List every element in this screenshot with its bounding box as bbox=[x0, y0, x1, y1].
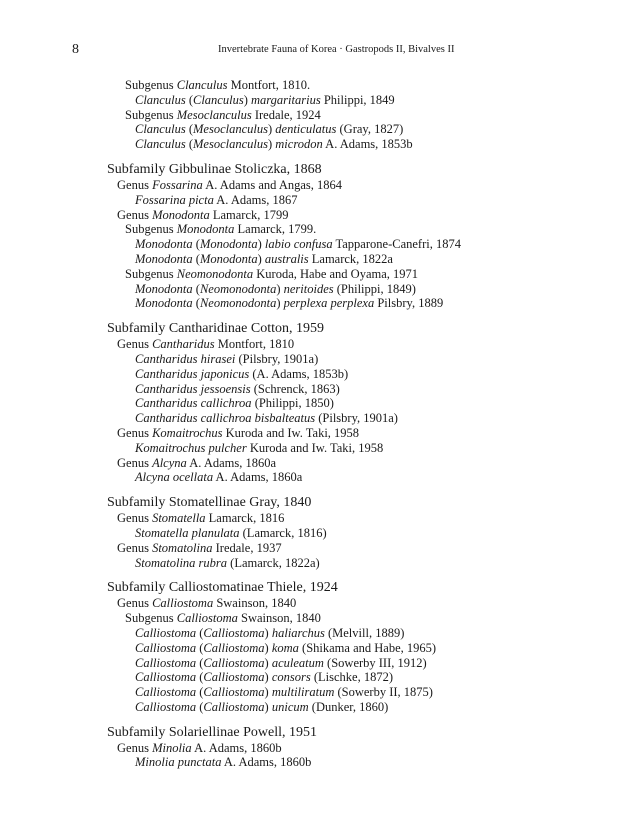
taxon-name: Cantharidus japonicus bbox=[135, 366, 250, 381]
taxon-name: Monodonta bbox=[135, 237, 193, 252]
entry-text: ) bbox=[276, 296, 284, 311]
entry-text: Iredale, 1937 bbox=[212, 540, 282, 555]
taxon-name: Clanculus bbox=[193, 92, 244, 107]
taxon-name: haliarchus bbox=[271, 625, 325, 640]
taxon-name: Komaitrochus bbox=[152, 425, 223, 440]
entry-text: Pilsbry, 1889 bbox=[374, 296, 444, 311]
entry-text: (Philippi, 1850) bbox=[251, 396, 334, 411]
entry-text: (Schrenck, 1863) bbox=[250, 381, 340, 396]
taxon-name: Clanculus bbox=[135, 122, 186, 137]
taxon-name: microdon bbox=[275, 137, 323, 152]
taxon-name: Calliostoma bbox=[135, 685, 197, 700]
subgenus-entry bbox=[125, 267, 607, 282]
genus-entry bbox=[117, 741, 607, 756]
entry-text: Genus bbox=[117, 511, 153, 526]
genus-entry bbox=[117, 596, 607, 611]
entry-text: ) bbox=[264, 640, 272, 655]
taxonomy-list bbox=[107, 78, 607, 770]
taxon-name: Calliostoma bbox=[135, 625, 197, 640]
entry-text: Subfamily Gibbulinae Stoliczka, 1868 bbox=[107, 161, 322, 177]
taxon-name: Stomatolina rubra bbox=[135, 555, 228, 570]
entry-text: ) bbox=[264, 670, 272, 685]
taxon-name: Minolia bbox=[152, 740, 192, 755]
taxon-name: multiliratum bbox=[271, 685, 335, 700]
taxon-name: Calliostoma bbox=[176, 611, 238, 626]
taxon-name: Monodonta bbox=[176, 222, 235, 237]
subgenus-entry bbox=[125, 78, 607, 93]
entry-text: (Sowerby II, 1875) bbox=[334, 685, 433, 700]
entry-text: ) bbox=[257, 237, 265, 252]
taxon-name: labio confusa bbox=[264, 237, 333, 252]
entry-text: ( bbox=[192, 251, 200, 266]
entry-text: Tapparone-Canefri, 1874 bbox=[332, 237, 461, 252]
genus-entry bbox=[117, 541, 607, 556]
entry-text: Kuroda, Habe and Oyama, 1971 bbox=[253, 266, 419, 281]
entry-text: Subgenus bbox=[125, 78, 177, 92]
entry-text: (Pilsbry, 1901a) bbox=[315, 411, 398, 426]
genus-entry bbox=[117, 208, 607, 223]
species-entry bbox=[135, 470, 607, 485]
entry-text: A. Adams, 1860a bbox=[213, 470, 303, 485]
taxon-name: Calliostoma bbox=[135, 640, 197, 655]
entry-text: ( bbox=[196, 655, 204, 670]
entry-text: Subfamily Stomatellinae Gray, 1840 bbox=[107, 495, 312, 511]
entry-text: (Melvill, 1889) bbox=[324, 625, 405, 640]
taxon-name: Clanculus bbox=[176, 78, 228, 92]
entry-text: Subfamily Cantharidinae Cotton, 1959 bbox=[107, 321, 324, 337]
subgenus-entry bbox=[125, 222, 607, 237]
subfamily-entry bbox=[107, 494, 607, 511]
species-entry bbox=[135, 352, 607, 367]
taxon-name: Stomatella planulata bbox=[135, 525, 240, 540]
entry-text: A. Adams, 1853b bbox=[322, 137, 413, 152]
taxon-name: Neomonodonta bbox=[176, 266, 254, 281]
taxon-name: unicum bbox=[271, 699, 309, 714]
genus-entry bbox=[117, 426, 607, 441]
entry-text: Lamarck, 1816 bbox=[205, 511, 285, 526]
species-entry bbox=[135, 670, 607, 685]
taxon-name: Calliostoma bbox=[152, 596, 214, 611]
taxon-name: Calliostoma bbox=[203, 640, 265, 655]
entry-text: (Dunker, 1860) bbox=[308, 699, 389, 714]
entry-text: ) bbox=[264, 655, 272, 670]
entry-text: Lamarck, 1822a bbox=[308, 251, 393, 266]
taxon-name: consors bbox=[271, 670, 311, 685]
entry-text: Genus bbox=[117, 177, 153, 192]
taxon-name: Fossarina bbox=[152, 177, 203, 192]
entry-text: Subgenus bbox=[125, 222, 177, 237]
entry-text: Subgenus bbox=[125, 611, 177, 626]
entry-text: Genus bbox=[117, 455, 153, 470]
taxon-name: Calliostoma bbox=[203, 670, 265, 685]
entry-text: (Sowerby III, 1912) bbox=[323, 655, 427, 670]
taxon-name: Calliostoma bbox=[135, 655, 197, 670]
subgenus-entry bbox=[125, 611, 607, 626]
entry-text: Genus bbox=[117, 425, 153, 440]
genus-entry bbox=[117, 456, 607, 471]
genus-entry bbox=[117, 178, 607, 193]
entry-text: Genus bbox=[117, 337, 153, 352]
subfamily-entry bbox=[107, 161, 607, 178]
entry-text: Subgenus bbox=[125, 107, 177, 122]
taxon-name: Mesoclanculus bbox=[193, 137, 268, 152]
entry-text: Kuroda and Iw. Taki, 1958 bbox=[246, 440, 384, 455]
entry-text: ) bbox=[276, 281, 284, 296]
species-entry bbox=[135, 441, 607, 456]
entry-text: Lamarck, 1799. bbox=[234, 222, 317, 237]
species-entry bbox=[135, 556, 607, 571]
taxon-name: neritoides bbox=[283, 281, 334, 296]
entry-text: A. Adams, 1867 bbox=[213, 192, 298, 207]
entry-text: A. Adams and Angas, 1864 bbox=[202, 177, 343, 192]
taxon-name: Neomonodonta bbox=[199, 296, 277, 311]
entry-text: ) bbox=[264, 699, 272, 714]
entry-text: ( bbox=[196, 670, 204, 685]
taxon-name: Cantharidus bbox=[152, 337, 215, 352]
taxon-name: Calliostoma bbox=[135, 670, 197, 685]
taxon-name: Monodonta bbox=[199, 237, 258, 252]
taxon-name: Cantharidus callichroa bbox=[135, 396, 252, 411]
entry-text: Genus bbox=[117, 207, 153, 222]
entry-text: ) bbox=[257, 251, 265, 266]
entry-text: A. Adams, 1860b bbox=[191, 740, 282, 755]
species-entry bbox=[135, 137, 607, 152]
entry-text: ( bbox=[185, 92, 193, 107]
entry-text: A. Adams, 1860b bbox=[221, 755, 312, 770]
species-entry bbox=[135, 282, 607, 297]
taxon-name: Cantharidus callichroa bisbalteatus bbox=[135, 411, 316, 426]
taxon-name: Cantharidus hirasei bbox=[135, 351, 236, 366]
taxon-name: aculeatum bbox=[271, 655, 324, 670]
entry-text: Genus bbox=[117, 740, 153, 755]
entry-text: (Pilsbry, 1901a) bbox=[235, 351, 319, 366]
subfamily-entry bbox=[107, 724, 607, 741]
entry-text: Kuroda and Iw. Taki, 1958 bbox=[222, 425, 360, 440]
taxon-name: Calliostoma bbox=[203, 625, 265, 640]
entry-text: Genus bbox=[117, 596, 153, 611]
entry-text: ( bbox=[192, 281, 200, 296]
taxon-name: Monodonta bbox=[199, 251, 258, 266]
entry-text: Swainson, 1840 bbox=[237, 611, 321, 626]
entry-text: ( bbox=[196, 699, 204, 714]
entry-text: ( bbox=[196, 625, 204, 640]
species-entry bbox=[135, 296, 607, 311]
taxon-name: Stomatolina bbox=[152, 540, 213, 555]
running-header: Invertebrate Fauna of Korea · Gastropods II, Bivalves II bbox=[218, 44, 455, 55]
taxon-name: Mesoclanculus bbox=[176, 107, 252, 122]
taxon-name: Calliostoma bbox=[203, 685, 265, 700]
taxon-name: Komaitrochus pulcher bbox=[135, 440, 247, 455]
species-entry bbox=[135, 656, 607, 671]
entry-text: ( bbox=[196, 685, 204, 700]
taxon-name: Clanculus bbox=[135, 137, 186, 152]
taxon-name: Minolia punctata bbox=[135, 755, 222, 770]
taxon-name: Calliostoma bbox=[203, 655, 265, 670]
species-entry bbox=[135, 396, 607, 411]
species-entry bbox=[135, 626, 607, 641]
species-entry bbox=[135, 526, 607, 541]
entry-text: ( bbox=[196, 640, 204, 655]
entry-text: ) bbox=[267, 122, 276, 137]
entry-text: ( bbox=[185, 137, 193, 152]
taxon-name: Alcyna ocellata bbox=[135, 470, 214, 485]
subgenus-entry bbox=[125, 108, 607, 123]
entry-text: Subfamily Calliostomatinae Thiele, 1924 bbox=[107, 580, 338, 596]
genus-entry bbox=[117, 511, 607, 526]
entry-text: (Philippi, 1849) bbox=[333, 281, 416, 296]
species-entry bbox=[135, 193, 607, 208]
taxon-name: Monodonta bbox=[152, 207, 210, 222]
entry-text: Montfort, 1810. bbox=[227, 78, 311, 92]
taxon-name: Alcyna bbox=[152, 455, 187, 470]
entry-text: (Shikama and Habe, 1965) bbox=[298, 640, 437, 655]
species-entry bbox=[135, 700, 607, 715]
entry-text: Philippi, 1849 bbox=[320, 92, 395, 107]
entry-text: Iredale, 1924 bbox=[251, 107, 321, 122]
species-entry bbox=[135, 122, 607, 137]
genus-entry bbox=[117, 337, 607, 352]
entry-text: ) bbox=[267, 137, 276, 152]
taxon-name: Mesoclanculus bbox=[193, 122, 268, 137]
taxon-name: denticulatus bbox=[275, 122, 337, 137]
entry-text: Lamarck, 1799 bbox=[209, 207, 289, 222]
species-entry bbox=[135, 685, 607, 700]
species-entry bbox=[135, 755, 607, 770]
entry-text: Montfort, 1810 bbox=[214, 337, 295, 352]
subfamily-entry bbox=[107, 320, 607, 337]
page-number: 8 bbox=[72, 42, 79, 57]
species-entry bbox=[135, 411, 607, 426]
taxon-name: Calliostoma bbox=[203, 699, 265, 714]
subfamily-entry bbox=[107, 579, 607, 596]
entry-text: A. Adams, 1860a bbox=[186, 455, 277, 470]
entry-text: (Lischke, 1872) bbox=[310, 670, 394, 685]
entry-text: ) bbox=[264, 685, 272, 700]
taxon-name: Neomonodonta bbox=[199, 281, 277, 296]
taxon-name: Clanculus bbox=[135, 92, 186, 107]
taxon-name: Fossarina picta bbox=[135, 192, 214, 207]
entry-text: (Lamarck, 1822a) bbox=[227, 555, 320, 570]
taxon-name: Monodonta bbox=[135, 251, 193, 266]
entry-text: (Lamarck, 1816) bbox=[239, 525, 327, 540]
entry-text: Genus bbox=[117, 540, 153, 555]
entry-text: Swainson, 1840 bbox=[213, 596, 297, 611]
entry-text: ( bbox=[185, 122, 193, 137]
entry-text: (A. Adams, 1853b) bbox=[249, 366, 349, 381]
species-entry bbox=[135, 93, 607, 108]
taxon-name: margaritarius bbox=[251, 92, 321, 107]
entry-text: Subgenus bbox=[125, 266, 177, 281]
entry-text: ( bbox=[192, 296, 200, 311]
entry-text: Subfamily Solariellinae Powell, 1951 bbox=[107, 724, 317, 740]
taxon-name: Cantharidus jessoensis bbox=[135, 381, 251, 396]
entry-text: ) bbox=[243, 92, 251, 107]
taxon-name: koma bbox=[271, 640, 299, 655]
species-entry bbox=[135, 252, 607, 267]
taxon-name: perplexa perplexa bbox=[283, 296, 375, 311]
species-entry bbox=[135, 641, 607, 656]
entry-text: (Gray, 1827) bbox=[336, 122, 404, 137]
taxon-name: Monodonta bbox=[135, 281, 193, 296]
taxon-name: australis bbox=[264, 251, 309, 266]
species-entry bbox=[135, 237, 607, 252]
taxon-name: Stomatella bbox=[152, 511, 206, 526]
taxon-name: Monodonta bbox=[135, 296, 193, 311]
species-entry bbox=[135, 382, 607, 397]
taxon-name: Calliostoma bbox=[135, 699, 197, 714]
entry-text: ) bbox=[264, 625, 272, 640]
species-entry bbox=[135, 367, 607, 382]
entry-text: ( bbox=[192, 237, 200, 252]
